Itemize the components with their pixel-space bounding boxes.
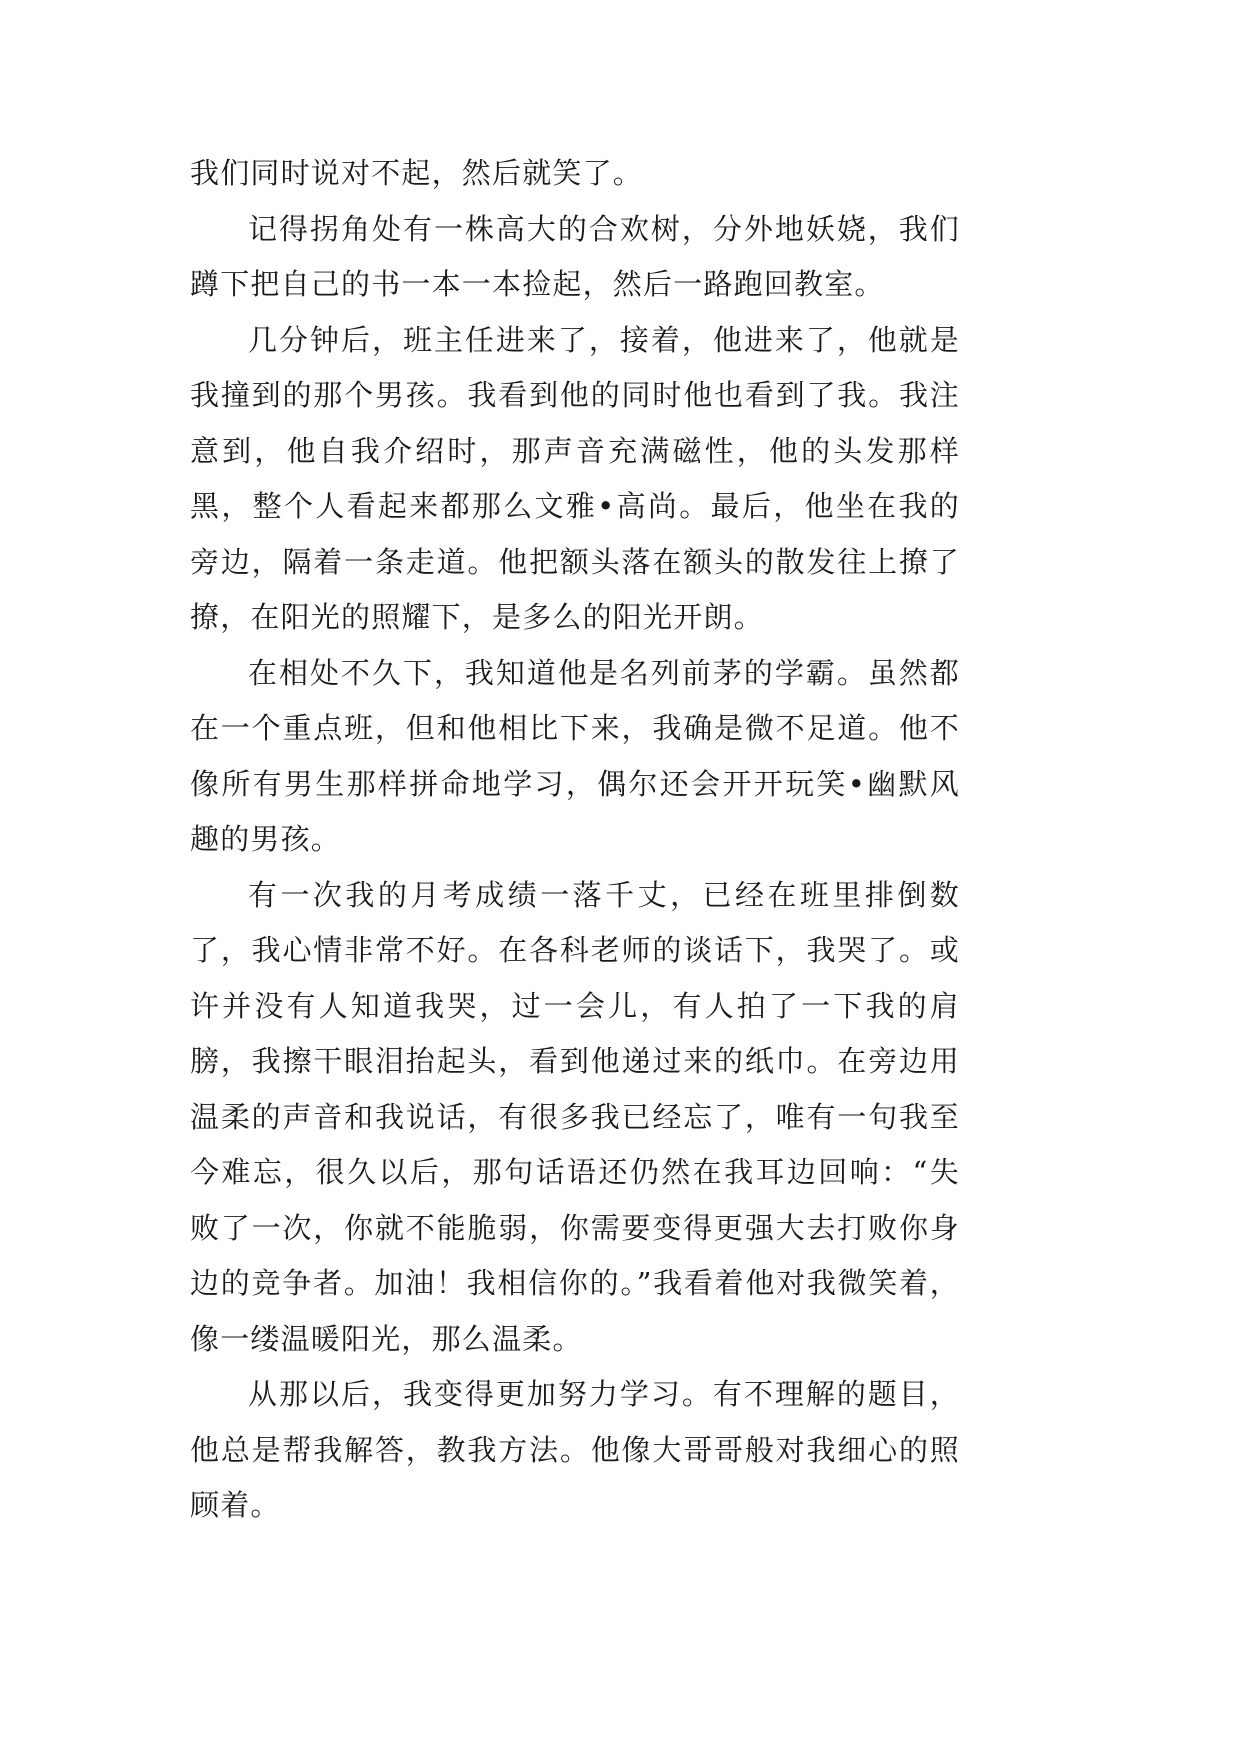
paragraph-2: 记得拐角处有一株高大的合欢树，分外地妖娆，我们蹲下把自己的书一本一本捡起，然后一路跑回教室。 bbox=[190, 211, 960, 301]
document-body bbox=[190, 146, 960, 1534]
paragraph-6: 从那以后，我变得更加努力学习。有不理解的题目，他总是帮我解答，教我方法。他像大哥哥般对我细心的照顾着。 bbox=[190, 1377, 960, 1522]
paragraph-4: 在相处不久下，我知道他是名列前茅的学霸。虽然都在一个重点班，但和他相比下来，我确是微不足道。他不像所有男生那样拼命地学习，偶尔还会开开玩笑•幽默风趣的男孩。 bbox=[190, 655, 960, 856]
paragraph-3: 几分钟后，班主任进来了，接着，他进来了，他就是我撞到的那个男孩。我看到他的同时他也看到了我。我注意到，他自我介绍时，那声音充满磁性，他的头发那样黑，整个人看起来都那么文雅•高尚。最后，他坐在我的旁边，隔着一条走道。他把额头落在额头的散发往上撩了撩，在阳光的照耀下，是多么的阳光开朗。 bbox=[190, 322, 960, 634]
paragraph-5: 有一次我的月考成绩一落千丈，已经在班里排倒数了，我心情非常不好。在各科老师的谈话下，我哭了。或许并没有人知道我哭，过一会儿，有人拍了一下我的肩膀，我擦干眼泪抬起头，看到他递过来的纸巾。在旁边用温柔的声音和我说话，有很多我已经忘了，唯有一句我至今难忘，很久以后，那句话语还仍然在我耳边回响：“失败了一次，你就不能脆弱，你需要变得更强大去打败你身边的竞争者。加油！我相信你的。”我看着他对我微笑着，像一缕温暖阳光，那么温柔。 bbox=[190, 877, 960, 1356]
paragraph-1: 我们同时说对不起，然后就笑了。 bbox=[190, 156, 644, 190]
